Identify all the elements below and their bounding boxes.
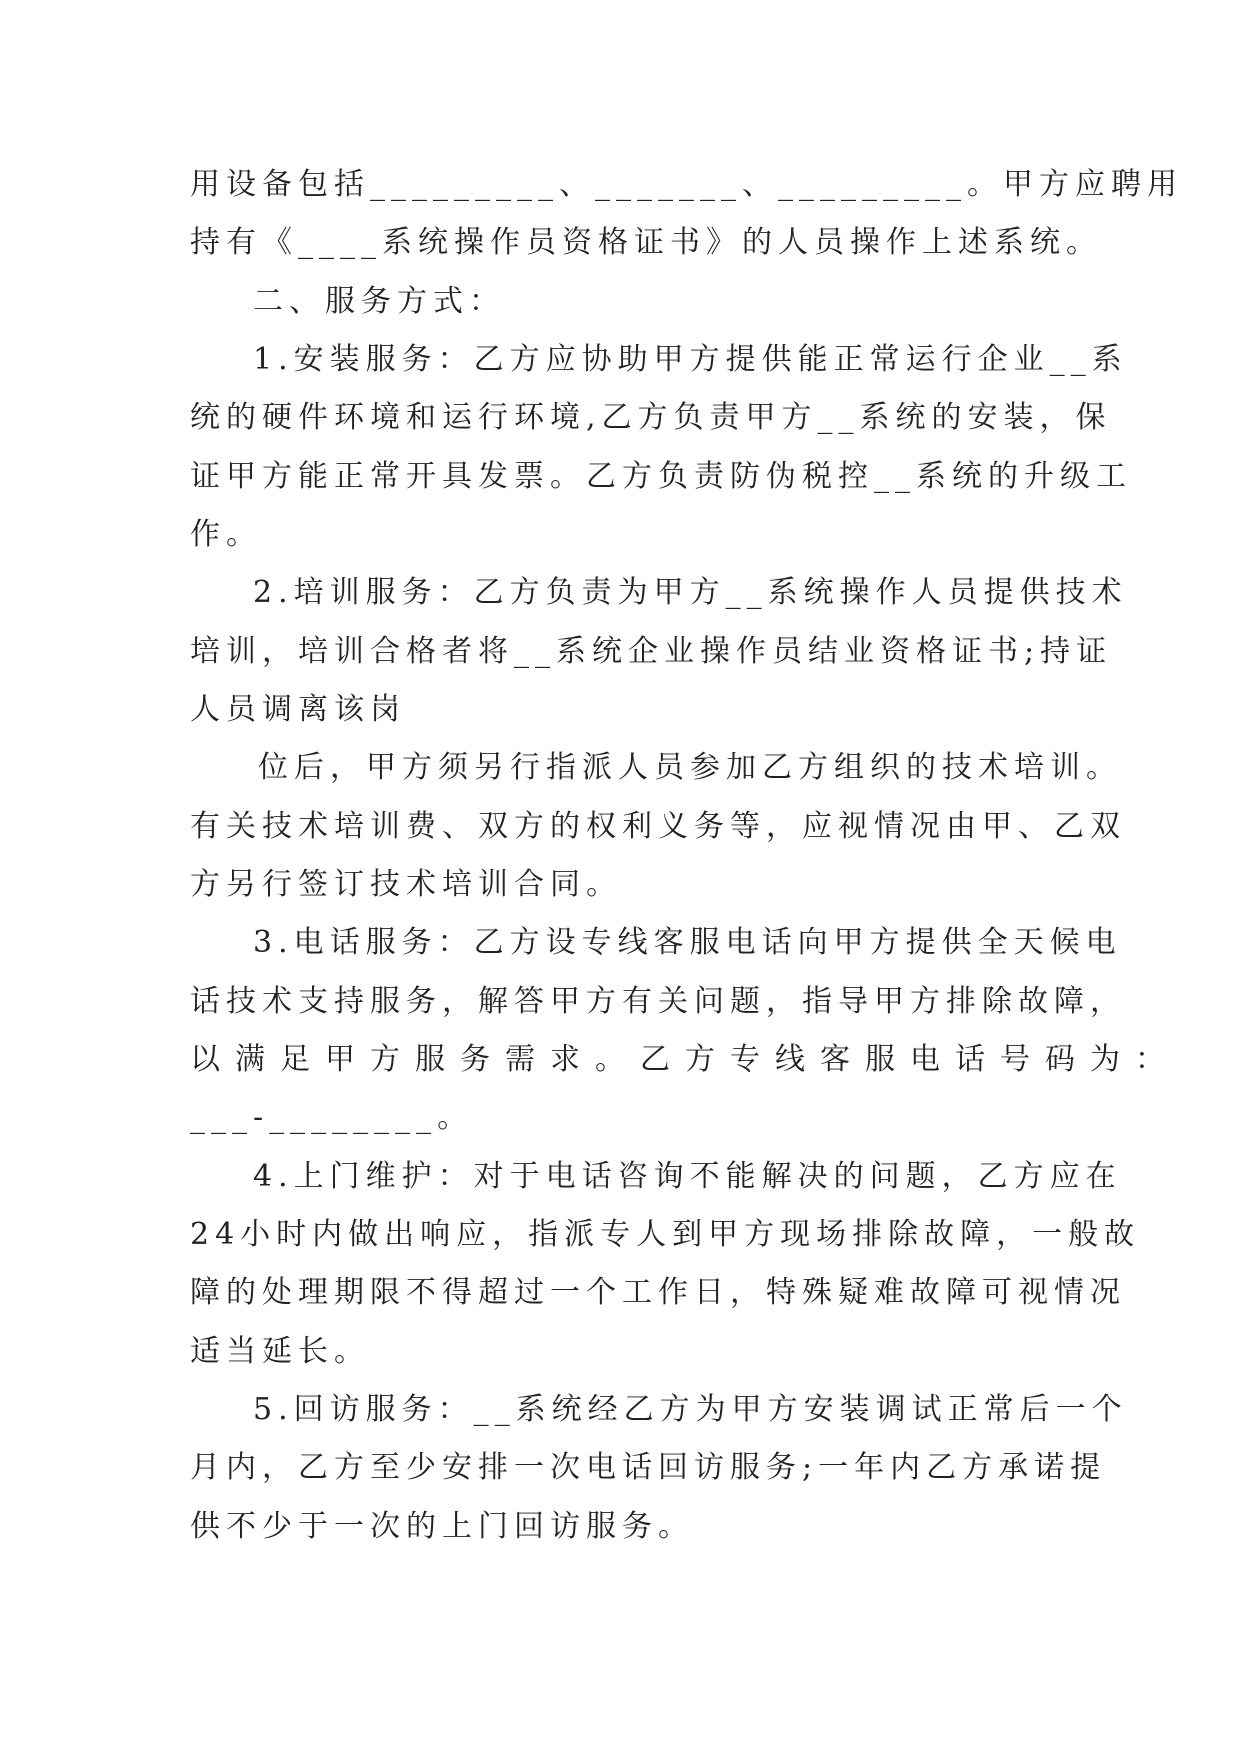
text-line: 3.电话服务：乙方设专线客服电话向甲方提供全天候电 <box>253 925 1122 960</box>
text-line: 障的处理期限不得超过一个工作日，特殊疑难故障可视情况 <box>190 1275 1126 1310</box>
text-line: 5.回访服务：__系统经乙方为甲方安装调试正常后一个 <box>253 1392 1128 1427</box>
text-line: 持有《____系统操作员资格证书》的人员操作上述系统。 <box>190 225 1102 260</box>
text-line: 4.上门维护：对于电话咨询不能解决的问题，乙方应在 <box>253 1159 1122 1194</box>
text-line: 以满足甲方服务需求。乙方专线客服电话号码为： <box>190 1042 1180 1077</box>
text-line: 方另行签订技术培训合同。 <box>190 867 622 902</box>
text-line: 统的硬件环境和运行环境,乙方负责甲方__系统的安装，保 <box>190 400 1112 435</box>
text-line: 月内，乙方至少安排一次电话回访服务;一年内乙方承诺提 <box>190 1450 1107 1485</box>
text-line: 话技术支持服务，解答甲方有关问题，指导甲方排除故障， <box>190 984 1126 1019</box>
text-line: 证甲方能正常开具发票。乙方负责防伪税控__系统的升级工 <box>190 459 1132 494</box>
text-line: 位后，甲方须另行指派人员参加乙方组织的技术培训。 <box>258 750 1122 785</box>
section-heading: 二、服务方式： <box>253 284 505 319</box>
text-line: 用设备包括_________、_______、_________。甲方应聘用 <box>190 167 1183 202</box>
text-line: 供不少于一次的上门回访服务。 <box>190 1509 694 1544</box>
text-line: 2.培训服务：乙方负责为甲方__系统操作人员提供技术 <box>253 575 1128 610</box>
text-line: 24小时内做出响应，指派专人到甲方现场排除故障，一般故 <box>190 1217 1141 1252</box>
text-line: 作。 <box>190 517 262 552</box>
text-line: ___-________。 <box>190 1100 474 1135</box>
text-line: 人员调离该岗 <box>190 692 406 727</box>
text-line: 适当延长。 <box>190 1334 370 1369</box>
text-line: 培训，培训合格者将__系统企业操作员结业资格证书;持证 <box>190 634 1113 669</box>
text-line: 1.安装服务：乙方应协助甲方提供能正常运行企业__系 <box>253 342 1128 377</box>
text-line: 有关技术培训费、双方的权利义务等，应视情况由甲、乙双 <box>190 809 1126 844</box>
